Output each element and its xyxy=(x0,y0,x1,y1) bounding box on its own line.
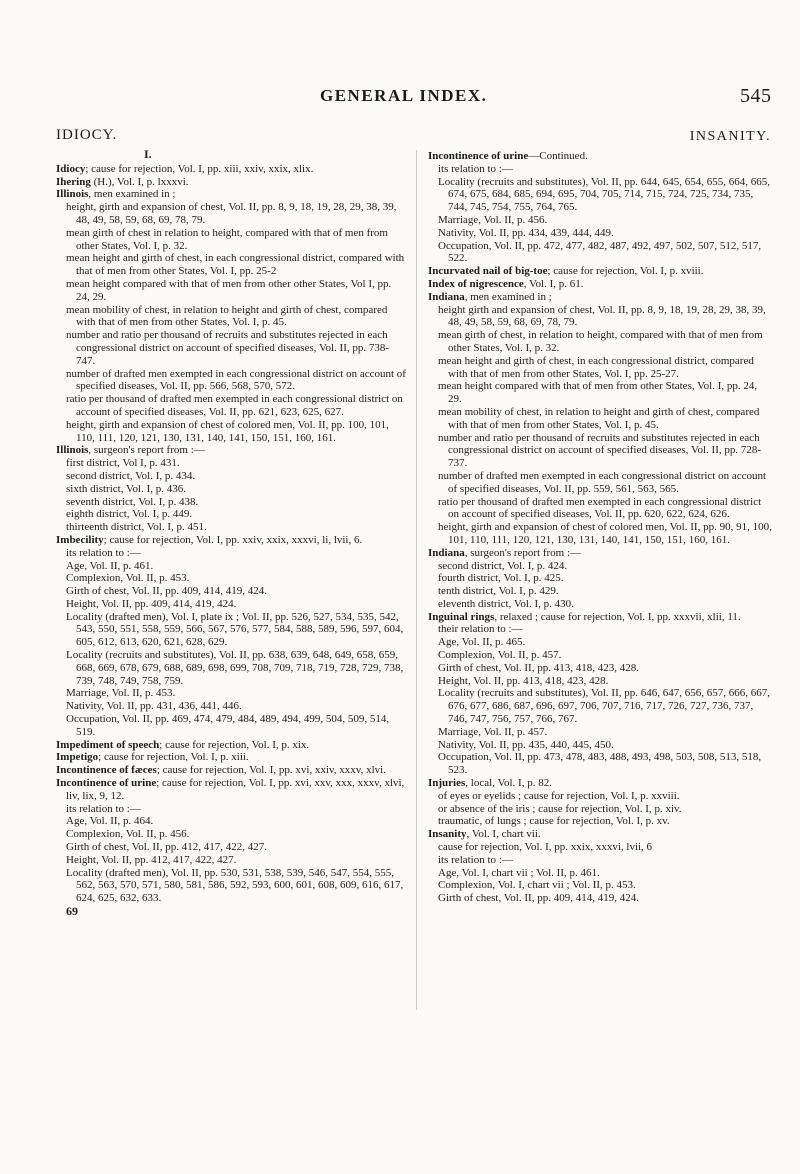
right-column xyxy=(428,128,773,905)
index-text: mean height and girth of chest, in each congressional district, compared with that of men from other States, Vol. I, pp. 25-27. xyxy=(438,354,754,380)
index-text: first district, Vol I, p. 431. xyxy=(66,457,180,470)
index-text: Nativity, Vol. II, pp. 435, 440, 445, 450. xyxy=(438,738,614,751)
index-text: eighth district, Vol. I, p. 449. xyxy=(66,508,193,521)
running-head-title: GENERAL INDEX. xyxy=(320,86,488,105)
index-subentry xyxy=(428,854,773,867)
index-entry xyxy=(56,163,406,176)
index-subentry xyxy=(56,483,406,496)
index-subsubentry xyxy=(428,214,773,227)
index-text: Complexion, Vol. I, chart vii ; Vol. II, p. 453. xyxy=(438,879,636,892)
index-text: , men examined in ; xyxy=(464,290,552,303)
index-text: , surgeon's report from :— xyxy=(464,546,582,559)
index-entry xyxy=(56,751,406,764)
index-subentry xyxy=(428,304,773,330)
index-text: mean height and girth of chest, in each congressional district, compared with that of men from other States, Vol. I, pp. 25-2 xyxy=(66,252,405,278)
index-text: Locality (recruits and substitutes), Vol. II, pp. 646, 647, 656, 657, 666, 667, 676, 677, 686, 687, 696, 697, 706, 707, 716, 717, 726, 727, 736, 737, 746, 747, 756, 757, 766, 767. xyxy=(438,687,771,726)
index-subsubentry xyxy=(428,867,773,880)
index-subsubentry xyxy=(56,713,406,739)
index-subentry xyxy=(428,470,773,496)
index-subsubentry xyxy=(56,585,406,598)
index-subsubentry xyxy=(56,611,406,649)
index-entry xyxy=(428,828,773,841)
index-entry xyxy=(56,444,406,457)
index-text: Girth of chest, Vol. II, pp. 412, 417, 422, 427. xyxy=(66,841,267,854)
index-subentry xyxy=(56,368,406,394)
index-text: ; cause for rejection, Vol. I, p. xix. xyxy=(159,738,310,751)
index-subentry xyxy=(428,560,773,573)
left-entries xyxy=(56,163,406,905)
index-text: , Vol. I, chart vii. xyxy=(466,828,541,841)
index-subentry xyxy=(428,790,773,803)
index-text: Age, Vol. I, chart vii ; Vol. II, p. 461. xyxy=(438,866,600,879)
index-text: Age, Vol. II, p. 465. xyxy=(438,636,526,649)
left-column xyxy=(56,126,406,918)
index-text: Occupation, Vol. II, pp. 469, 474, 479, 484, 489, 494, 499, 504, 509, 514, 519. xyxy=(66,713,390,738)
index-text: height girth and expansion of chest, Vol. II, pp. 8, 9, 18, 19, 28, 29, 38, 39, 48, 49, 58, 59, 68, 69, 78, 79. xyxy=(438,303,766,329)
index-subsubentry xyxy=(428,751,773,777)
index-subsubentry xyxy=(56,815,406,828)
index-subsubentry xyxy=(56,649,406,687)
index-text: ; cause for rejection, Vol. I, p. xviii. xyxy=(547,265,704,278)
index-text: Locality (recruits and substitutes), Vol. II, pp. 644, 645, 654, 655, 664, 665, 674, 675, 684, 685, 694, 695, 704, 705, 714, 715, 724, 725, 734, 735, 744, 745, 754, 755, 764, 765. xyxy=(438,175,771,214)
index-term: Insanity xyxy=(428,828,467,841)
index-text: , Vol. I, p. 61. xyxy=(523,277,584,290)
index-subentry xyxy=(428,406,773,432)
index-text: Locality (recruits and substitutes), Vol. II, pp. 638, 639, 648, 649, 658, 659, 668, 669, 678, 679, 688, 689, 698, 699, 708, 709, 718, 719, 728, 729, 738, 739, 748, 749, 758, 759. xyxy=(66,649,404,687)
index-text: Girth of chest, Vol. II, pp. 413, 418, 423, 428. xyxy=(438,661,639,674)
index-subentry xyxy=(428,585,773,598)
index-subentry xyxy=(56,227,406,253)
index-subsubentry xyxy=(428,675,773,688)
index-subsubentry xyxy=(56,687,406,700)
index-text: Marriage, Vol. II, p. 457. xyxy=(438,725,548,738)
index-text: tenth district, Vol. I, p. 429. xyxy=(438,585,559,598)
index-subentry xyxy=(428,329,773,355)
index-subentry xyxy=(56,419,406,445)
index-text: ; cause for rejection, Vol. I, pp. xiii, xxiv, xxix, xlix. xyxy=(85,162,314,175)
index-term: Index of nigrescence xyxy=(428,277,524,290)
index-term: Impetigo xyxy=(56,751,99,764)
index-text: Girth of chest, Vol. II, pp. 409, 414, 419, 424. xyxy=(438,892,639,905)
index-entry xyxy=(56,764,406,777)
index-subentry xyxy=(428,163,773,176)
index-text: ; cause for rejection, Vol. I, pp. xvi, xxv, xxx, xxxv, xlvi, liv, lix, 9, 12. xyxy=(66,777,405,802)
index-text: Nativity, Vol. II, pp. 434, 439, 444, 449. xyxy=(438,226,614,239)
index-subsubentry xyxy=(56,867,406,905)
index-text: Marriage, Vol. II, p. 456. xyxy=(438,213,548,226)
index-text: mean girth of chest, in relation to height, compared with that of men from other States, Vol. I, p. 32. xyxy=(438,329,763,354)
index-subentry xyxy=(56,470,406,483)
index-text: cause for rejection, Vol. I, pp. xxix, xxxvi, lvii, 6 xyxy=(438,841,653,854)
index-subentry xyxy=(56,201,406,227)
index-text: eleventh district, Vol. I, p. 430. xyxy=(438,597,574,610)
index-text: Marriage, Vol. II, p. 453. xyxy=(66,687,176,700)
index-entry xyxy=(428,777,773,790)
index-text: Occupation, Vol. II, pp. 473, 478, 483, 488, 493, 498, 503, 508, 513, 518, 523. xyxy=(438,751,762,777)
index-subsubentry xyxy=(56,828,406,841)
index-term: Incontinence of urine xyxy=(56,777,157,790)
index-text: fourth district, Vol. I, p. 425. xyxy=(438,572,564,585)
index-term: Injuries xyxy=(428,777,466,790)
index-text: its relation to :— xyxy=(66,802,141,815)
index-subentry xyxy=(56,803,406,816)
index-text: mean girth of chest in relation to height, compared with that of men from other States, Vol. I, p. 32. xyxy=(66,226,388,252)
index-subsubentry xyxy=(56,700,406,713)
index-term: Inguinal rings xyxy=(428,610,495,623)
index-term: Incontinence of urine xyxy=(428,150,529,162)
index-subentry xyxy=(428,496,773,522)
index-subsubentry xyxy=(428,636,773,649)
index-text: or absence of the iris ; cause for rejection, Vol. I, p. xiv. xyxy=(438,802,682,815)
index-text: Height, Vol. II, pp. 413, 418, 423, 428. xyxy=(438,674,609,687)
index-entry xyxy=(56,188,406,201)
index-text: mean mobility of chest, in relation to height and girth of chest, compared with that of men from other States, Vol. I, p. 45. xyxy=(438,405,760,431)
index-subsubentry xyxy=(428,726,773,739)
section-letter: I. xyxy=(144,147,152,161)
index-text: height, girth and expansion of chest, Vol. II, pp. 8, 9, 18, 19, 28, 29, 38, 39, 48, 49, 58, 59, 68, 69, 78, 79. xyxy=(66,201,397,226)
index-subsubentry xyxy=(428,892,773,905)
index-subentry xyxy=(428,572,773,585)
index-subsubentry xyxy=(428,227,773,240)
index-text: Complexion, Vol. II, p. 453. xyxy=(66,572,190,585)
index-subentry xyxy=(428,623,773,636)
index-text: mean mobility of chest, in relation to height and girth of chest, compared with that of men from other States, Vol. I, p. 45. xyxy=(66,303,388,329)
index-entry xyxy=(56,176,406,189)
index-text: ratio per thousand of drafted men exempted in each congressional district on account of specified diseases, Vol. II, pp. 621, 623, 625, 627. xyxy=(66,393,403,418)
index-subsubentry xyxy=(56,572,406,585)
index-subsubentry xyxy=(56,598,406,611)
index-text: height, girth and expansion of chest of colored men, Vol. II, pp. 100, 101, 110, 111, 120, 121, 130, 131, 140, 141, 150, 151, 160, 161. xyxy=(66,418,389,444)
index-text: Age, Vol. II, p. 461. xyxy=(66,559,154,572)
index-text: ; cause for rejection, Vol. I, pp. xxiv, xxix, xxxvi, li, lvii, 6. xyxy=(103,533,363,546)
index-subentry xyxy=(56,508,406,521)
index-term: Indiana xyxy=(428,546,465,559)
index-text: ; cause for rejection, Vol. I, p. xiii. xyxy=(98,751,249,764)
index-text: , local, Vol. I, p. 82. xyxy=(465,777,552,790)
index-term: Indiana xyxy=(428,290,465,303)
index-term: Ihering xyxy=(56,175,91,188)
index-text: mean height compared with that of men from other States, Vol. I, pp. 24, 29. xyxy=(438,380,758,406)
index-text: Girth of chest, Vol. II, pp. 409, 414, 419, 424. xyxy=(66,585,267,598)
index-subentry xyxy=(428,815,773,828)
index-subsubentry xyxy=(428,662,773,675)
index-term: Imbecility xyxy=(56,533,104,546)
index-subsubentry xyxy=(56,854,406,867)
index-text: Locality (drafted men), Vol. II, pp. 530, 531, 538, 539, 546, 547, 554, 555, 562, 563, 570, 571, 580, 581, 586, 592, 593, 600, 601, 608, 609, 616, 617, 624, 625, 632, 633. xyxy=(66,866,404,905)
index-subentry xyxy=(56,457,406,470)
index-subentry xyxy=(56,496,406,509)
index-term: Impediment of speech xyxy=(56,738,160,751)
index-subentry xyxy=(428,355,773,381)
index-term: Incontinence of fæces xyxy=(56,764,157,777)
left-column-heading: IDIOCY. xyxy=(56,127,118,143)
index-text: number of drafted men exempted in each congressional district on account of specified diseases, Vol. II, pp. 559, 561, 563, 565. xyxy=(438,469,767,495)
index-subsubentry xyxy=(428,879,773,892)
running-head xyxy=(0,86,800,116)
index-subsubentry xyxy=(428,687,773,725)
index-text: Occupation, Vol. II, pp. 472, 477, 482, 487, 492, 497, 502, 507, 512, 517, 522. xyxy=(438,239,762,265)
index-term: Illinois xyxy=(56,444,89,457)
index-text: Nativity, Vol. II, pp. 431, 436, 441, 446. xyxy=(66,700,242,713)
index-subentry xyxy=(56,547,406,560)
index-text: ; cause for rejection, Vol. I, pp. xvi, xxiv, xxxv, xlvi. xyxy=(156,764,386,777)
index-entry xyxy=(428,265,773,278)
index-text: ratio per thousand of drafted men exempted in each congressional district on account of specified diseases, Vol. II, pp. 620, 622, 624, 626. xyxy=(438,495,762,521)
index-text: its relation to :— xyxy=(66,546,141,559)
index-subentry xyxy=(428,803,773,816)
index-text: seventh district, Vol. I, p. 438. xyxy=(66,495,199,508)
index-term: Incurvated nail of big-toe xyxy=(428,265,548,278)
index-subsubentry xyxy=(56,560,406,573)
index-text: their relation to :— xyxy=(438,623,523,636)
signature-number: 69 xyxy=(66,904,78,919)
index-text: its relation to :— xyxy=(438,162,513,175)
index-text: mean height compared with that of men from other other States, Vol I, pp. 24, 29. xyxy=(66,277,392,303)
index-subentry xyxy=(56,252,406,278)
index-subsubentry xyxy=(428,649,773,662)
index-entry xyxy=(428,547,773,560)
index-text: number and ratio per thousand of recruits and substitutes rejected in each congressional district on account of specified diseases, Vol. II, pp. 728-737. xyxy=(438,431,762,470)
right-column-heading: INSANITY. xyxy=(689,129,771,144)
index-text: number and ratio per thousand of recruits and substitutes rejected in each congressional district on account of specified diseases, Vol. II, pp. 738-747. xyxy=(66,329,390,367)
index-subentry xyxy=(428,521,773,547)
index-text: , relaxed ; cause for rejection, Vol. I, pp. xxxvii, xlii, 11. xyxy=(494,610,741,623)
index-text: —Continued. xyxy=(528,150,588,162)
index-text: Height, Vol. II, pp. 409, 414, 419, 424. xyxy=(66,597,237,610)
index-entry xyxy=(56,534,406,547)
index-text: Locality (drafted men), Vol. I, plate ix ; Vol. II, pp. 526, 527, 534, 535, 542, 543, 550, 551, 558, 559, 566, 567, 576, 577, 584, 588, 589, 596, 597, 604, 605, 612, 613, 620, 621, 628, 629. xyxy=(66,610,404,649)
index-subentry xyxy=(56,278,406,304)
index-text: (H.), Vol. I, p. lxxxvi. xyxy=(90,175,189,188)
index-subentry xyxy=(428,432,773,470)
index-text: sixth district, Vol. I, p. 436. xyxy=(66,482,186,495)
index-subentry xyxy=(56,521,406,534)
index-entry xyxy=(428,611,773,624)
index-subsubentry xyxy=(56,841,406,854)
right-entries xyxy=(428,150,773,905)
index-text: Complexion, Vol. II, p. 457. xyxy=(438,649,562,662)
index-text: traumatic, of lungs ; cause for rejection, Vol. I, p. xv. xyxy=(438,815,670,828)
index-text: , men examined in ; xyxy=(88,188,176,201)
index-entry xyxy=(56,777,406,803)
index-subentry xyxy=(428,598,773,611)
index-text: second district, Vol. I, p. 434. xyxy=(66,469,196,482)
index-text: height, girth and expansion of chest of colored men, Vol. II, pp. 90, 91, 100, 101, 110, 111, 120, 121, 130, 131, 140, 141, 150, 151, 160, 161. xyxy=(438,521,772,546)
index-subsubentry xyxy=(428,176,773,214)
index-text: second district, Vol. I, p. 424. xyxy=(438,559,568,572)
page-number: 545 xyxy=(740,85,772,107)
index-subsubentry xyxy=(428,240,773,266)
index-entry xyxy=(428,291,773,304)
index-subentry xyxy=(56,329,406,367)
index-subentry xyxy=(428,841,773,854)
index-term: Idiocy xyxy=(56,162,86,175)
index-text: Age, Vol. II, p. 464. xyxy=(66,815,154,828)
index-text: number of drafted men exempted in each congressional district on account of specified diseases, Vol. II, pp. 566, 568, 570, 572. xyxy=(66,367,406,393)
index-entry xyxy=(56,739,406,752)
index-text: Height, Vol. II, pp. 412, 417, 422, 427. xyxy=(66,853,237,866)
index-subsubentry xyxy=(428,739,773,752)
index-subentry xyxy=(56,304,406,330)
index-text: thirteenth district, Vol. I, p. 451. xyxy=(66,521,207,534)
index-entry xyxy=(428,150,773,163)
index-text: its relation to :— xyxy=(438,853,513,866)
index-subentry xyxy=(56,393,406,419)
index-text: , surgeon's report from :— xyxy=(88,444,205,457)
index-subentry xyxy=(428,380,773,406)
index-entry xyxy=(428,278,773,291)
index-term: Illinois xyxy=(56,188,89,201)
column-divider xyxy=(416,150,417,1010)
index-text: of eyes or eyelids ; cause for rejection, Vol. I, p. xxviii. xyxy=(438,789,680,802)
index-text: Complexion, Vol. II, p. 456. xyxy=(66,828,190,841)
